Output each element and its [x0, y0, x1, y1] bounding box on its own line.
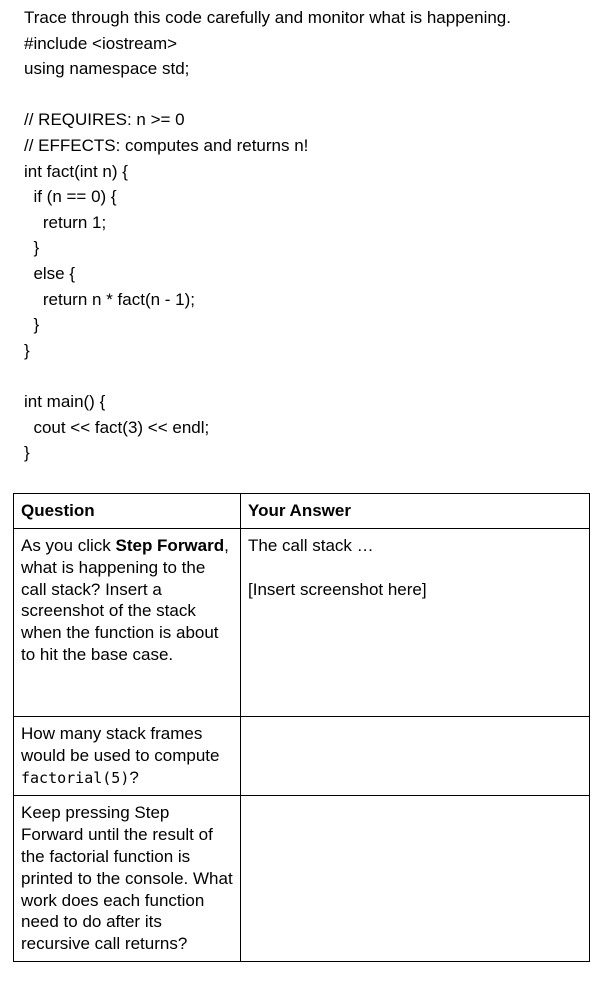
code-line: int fact(int n) {	[24, 161, 128, 181]
table-row	[14, 717, 590, 796]
screenshot-placeholder: [Insert screenshot here]	[248, 579, 427, 599]
answer-header: Your Answer	[241, 494, 590, 529]
question-emphasis: Step Forward	[115, 536, 225, 555]
answer-text: The call stack …	[248, 536, 374, 555]
code-line: #include <iostream>	[24, 33, 178, 53]
table-row	[14, 529, 590, 717]
table-row	[14, 796, 590, 962]
code-line: cout << fact(3) << endl;	[24, 417, 210, 437]
question-text: How many stack frames would be used to compute	[21, 724, 220, 765]
question-answer-table	[13, 493, 590, 962]
table-header-row	[14, 494, 590, 529]
instructions-text: Trace through this code carefully and monitor what is happening.	[24, 8, 511, 27]
question-cell	[14, 717, 241, 796]
answer-cell[interactable]	[241, 717, 590, 796]
code-line: // REQUIRES: n >= 0	[24, 110, 185, 130]
question-cell	[14, 529, 241, 717]
question-code: factorial(5)	[21, 768, 130, 787]
code-line	[24, 363, 594, 389]
code-line: if (n == 0) {	[24, 187, 117, 207]
code-line: // EFFECTS: computes and returns n!	[24, 135, 309, 155]
question-text: , what is happening to the call stack? Insert a screenshot of the stack when the function is about to hit the base case.	[21, 536, 229, 664]
code-line: return 1;	[24, 212, 107, 232]
question-text: ?	[129, 767, 139, 787]
code-line: }	[24, 315, 40, 335]
question-cell: Keep pressing Step Forward until the result of the factorial function is printed to the console. What work does each function need to do after its recursive call returns?	[14, 796, 241, 962]
code-line: else {	[24, 263, 76, 283]
code-line: using namespace std;	[24, 59, 190, 79]
code-line: return n * fact(n - 1);	[24, 289, 196, 309]
code-line: }	[24, 238, 40, 258]
code-line: }	[24, 340, 30, 360]
question-text: As you click	[21, 536, 116, 555]
answer-spacer	[248, 557, 583, 579]
answer-cell[interactable]	[241, 529, 590, 717]
code-line: }	[24, 443, 30, 463]
code-trace-section	[24, 5, 594, 466]
answer-cell[interactable]	[241, 796, 590, 962]
code-line: int main() {	[24, 391, 106, 411]
code-line	[24, 82, 594, 108]
question-header: Question	[14, 494, 241, 529]
